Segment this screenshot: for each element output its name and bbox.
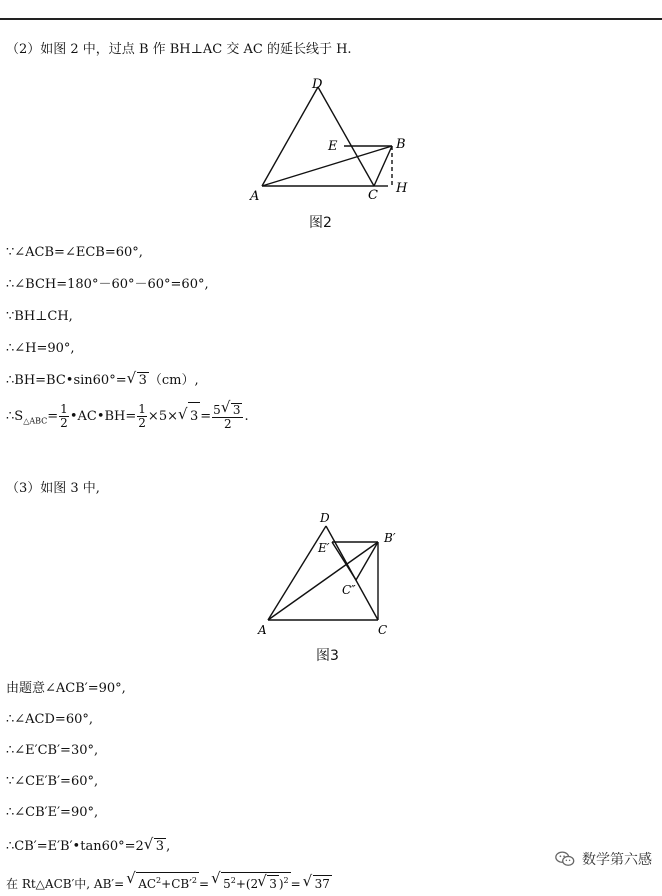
- watermark-text: 数学第六感: [582, 852, 652, 868]
- sqrt-3: √ 3: [267, 875, 279, 892]
- area-formula: [6, 402, 249, 436]
- watermark: [554, 848, 652, 870]
- numerator-coefficient: 5: [213, 402, 221, 417]
- area-subscript: △ABC: [23, 416, 48, 426]
- part2-step-1: ∵∠ACB=∠ECB=60°,: [6, 245, 143, 260]
- fig3-label-e: E′: [318, 541, 330, 555]
- part2-step-5-suffix: （cm）,: [148, 373, 199, 388]
- part2-step-4: ∴∠H=90°,: [6, 341, 75, 356]
- sqrt-3: √ 3: [188, 402, 200, 431]
- part3-step-5: ∴∠CB′E′=90°,: [6, 805, 99, 820]
- part2-step-5-prefix: ∴BH=BC•sin60°=: [6, 373, 127, 388]
- part2-step-5: [6, 372, 199, 389]
- term-cb: +CB′: [161, 877, 192, 891]
- fraction-denominator: 2: [223, 416, 232, 431]
- fig3-label-c2: C″: [342, 583, 356, 597]
- fraction-numerator: [212, 403, 243, 418]
- fraction-result: [212, 403, 243, 431]
- figure-3-caption: 图3: [316, 648, 339, 664]
- area-mid-2: ×5×: [147, 409, 178, 424]
- sqrt-3: √ 3: [154, 838, 166, 855]
- sqrt-3: √ 3: [231, 403, 243, 417]
- fig2-label-e: E: [328, 139, 338, 154]
- fraction-half-2: [137, 403, 147, 430]
- part3-step-6-prefix: ∴CB′=E′B′•tan60°=2: [6, 839, 144, 854]
- fig2-label-d: D: [312, 77, 323, 92]
- part3-final: [6, 872, 332, 892]
- part2-step-3: ∵BH⊥CH,: [6, 309, 73, 324]
- fig2-label-c: C: [368, 188, 378, 203]
- part3-step-3: ∴∠E′CB′=30°,: [6, 743, 99, 758]
- fraction-numerator: 1: [60, 402, 68, 416]
- part3-step-1: 由题意∠ACB′=90°,: [6, 681, 126, 696]
- part3-step-4: ∵∠CE′B′=60°,: [6, 774, 99, 789]
- area-prefix: ∴S: [6, 409, 24, 424]
- equals-sign: =: [200, 409, 212, 424]
- part3-step-2: ∴∠ACD=60°,: [6, 712, 93, 727]
- part2-intro: （2）如图 2 中，过点 B 作 BH⊥AC 交 AC 的延长线于 H.: [6, 42, 352, 57]
- sqrt-3: √ 3: [137, 372, 149, 389]
- part3-intro: （3）如图 3 中,: [6, 481, 100, 496]
- period: .: [244, 409, 249, 424]
- fraction-numerator: 1: [138, 402, 146, 416]
- figure-3: [250, 508, 420, 647]
- sqrt-37: √ 37: [313, 875, 332, 892]
- exponent: 2: [283, 876, 289, 885]
- exponent: 2: [191, 876, 198, 885]
- figure-2-caption: 图2: [309, 215, 332, 231]
- area-mid-1: •AC•BH=: [69, 409, 137, 424]
- fraction-denominator: 2: [60, 416, 68, 430]
- exponent: 2: [156, 876, 162, 885]
- equals-sign: =: [290, 877, 301, 891]
- final-prefix: 在 Rt△ACB′中, AB′=: [6, 877, 125, 891]
- term-ac: AC: [138, 877, 157, 891]
- fig2-label-a: A: [250, 189, 260, 204]
- exponent: 2: [230, 876, 236, 885]
- sqrt-expression-1: [136, 872, 199, 892]
- fig3-label-b: B′: [384, 531, 396, 545]
- equals-sign: =: [199, 877, 210, 891]
- fig2-label-b: B: [396, 137, 406, 152]
- sqrt-expression-2: [221, 872, 291, 892]
- close-paren: ): [278, 877, 284, 891]
- fig3-label-c: C: [378, 623, 388, 637]
- fraction-denominator: 2: [138, 416, 146, 430]
- part3-step-6-suffix: ,: [166, 839, 171, 854]
- top-rule: [0, 18, 662, 20]
- term-paren: +(2: [235, 877, 259, 891]
- term-5: 5: [223, 877, 231, 891]
- fraction-half: [59, 403, 69, 430]
- equals-sign: =: [47, 409, 59, 424]
- fig2-label-h: H: [396, 181, 408, 196]
- part3-step-6: [6, 838, 170, 855]
- part2-step-2: ∴∠BCH=180°－60°－60°=60°,: [6, 277, 209, 292]
- figure-2: [240, 72, 430, 216]
- wechat-icon: [554, 848, 576, 870]
- fig3-label-d: D: [320, 511, 330, 525]
- fig3-label-a: A: [258, 623, 267, 637]
